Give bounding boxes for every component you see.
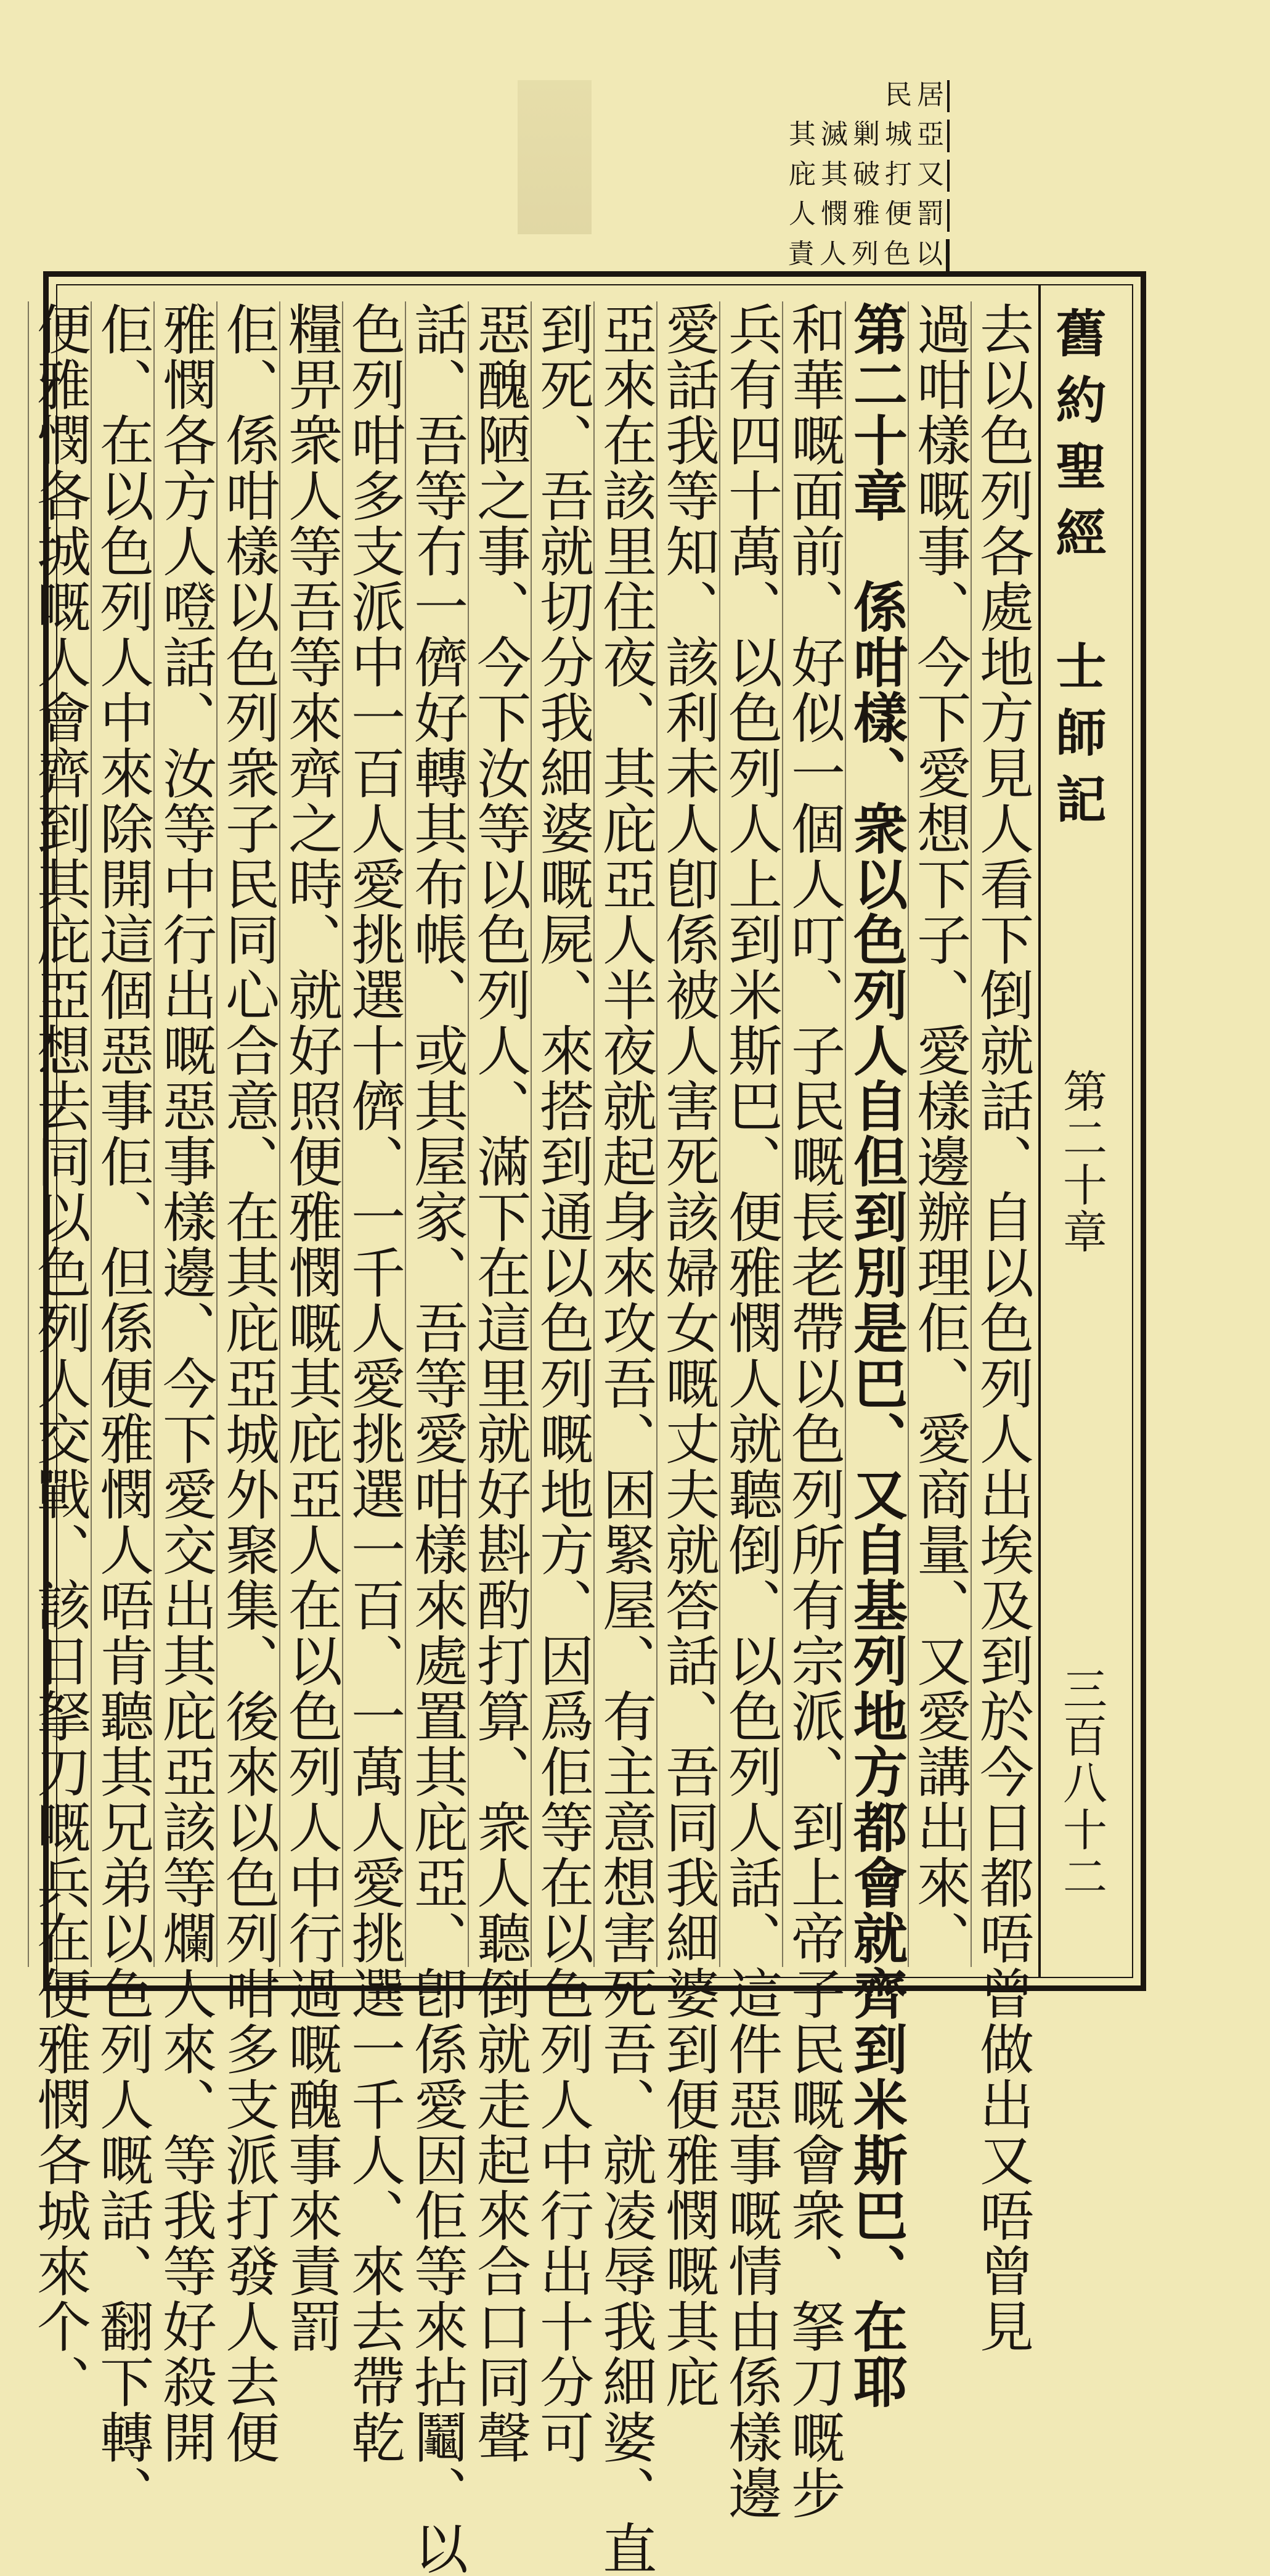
text-column: 去以色列各處地方見人看下倒就話、自以色列人出埃及到於今日都唔曾做出又唔曾見: [971, 301, 1035, 2354]
faded-stamp: [518, 80, 592, 234]
text-column: 和華嘅面前、好似一個人叮、子民嘅長老帶以色列所有宗派、到上帝子民嘅會衆、拏刀嘅步: [783, 301, 846, 2521]
text-column: 愛話我等知、該利未人卽係被人害死該婦女嘅丈夫就答話、吾同我細婆到便雅憫嘅其庇: [657, 301, 720, 2410]
text-column: 兵有四十萬、以色列人上到米斯巴、便雅憫人就聽倒、以色列人話、這件惡事嘅情由係樣邊: [720, 301, 783, 2521]
text-column: 雅憫各方人噔話、汝等中行出嘅惡事樣邊、今下愛交出其庇亞該等爛人來、等我等好殺開: [154, 301, 218, 2465]
text-column: 色列咁多支派中一百人愛挑選十儕、一千人愛挑選一百、一萬人愛挑選一千人、來去帶乾: [343, 301, 406, 2465]
body-text: [28, 301, 1035, 2576]
text-column: 過咁樣嘅事、今下愛想下子、愛樣邊辦理佢、愛商量、又愛講出來、: [908, 301, 972, 1966]
text-column: 佢、在以色列人中來除開這個惡事佢、但係便雅憫人唔肯聽其兄弟以色列人嘅話、翻下轉、: [91, 301, 155, 2521]
margin-note-line: 罰便雅憫人: [782, 199, 950, 231]
chapter-start-column: 第二十章 係咁樣、衆以色列人自但到別是巴、又自基列地方都會就齊到米斯巴、在耶: [845, 301, 909, 2410]
running-header: [1038, 285, 1132, 1977]
margin-note-line: 以色列人責: [782, 239, 950, 271]
text-column: 便雅憫各城嘅人會齊到其庇亞想去同以色列人交戰、該日拏刀嘅兵在便雅憫各城來个、: [28, 301, 92, 2410]
chapter-heading: 第二十章: [1056, 1068, 1107, 1256]
text-column: 話、吾等冇一儕好轉其布帳、或其屋家、吾等愛咁樣來處置其庇亞、卽係愛因佢等來拈鬮、以: [405, 301, 469, 2576]
text-frame-inner: [28, 284, 1133, 2576]
margin-note: [782, 80, 950, 271]
text-column: 到死、吾就切分我細婆嘅屍、來搭到通以色列嘅地方、因爲佢等在以色列人中行出十分可: [531, 301, 595, 2465]
book-title: 舊約聖經 士師記: [1048, 307, 1107, 840]
margin-note-line: 亞城剿滅其: [782, 120, 950, 152]
text-column: 糧畀衆人等吾等來齊之時、就好照便雅憫嘅其庇亞人在以色列人中行過嘅醜事來責罰: [280, 301, 343, 2354]
page-number: 三百八十二: [1056, 1666, 1107, 1900]
text-column: 惡醜陋之事、今下汝等以色列人、滿下在這里就好斟酌打算、衆人聽倒就走起來合口同聲: [468, 301, 532, 2465]
margin-note-line: 又打破其庇: [782, 160, 950, 192]
text-column: 佢、係咁樣以色列衆子民同心合意、在其庇亞城外聚集、後來以色列咁多支派打發人去便: [217, 301, 280, 2465]
margin-note-line: 居民: [782, 80, 950, 112]
text-frame: [28, 271, 1146, 2576]
text-column: 亞來在該里住夜、其庇亞人半夜就起身來攻吾、困緊屋、有主意想害死吾、就凌辱我細婆、直: [594, 301, 657, 2576]
